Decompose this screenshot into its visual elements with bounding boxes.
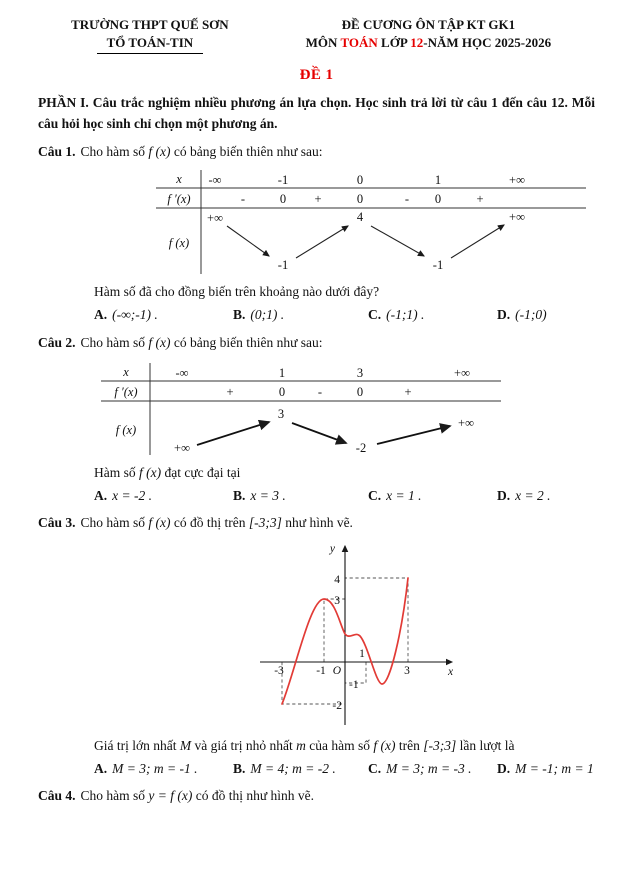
q1-intro-text: Cho hàm số: [80, 144, 149, 160]
bbt2-fp-cell: +: [226, 384, 234, 399]
option-label: A.: [94, 761, 108, 777]
option-text: x = 3 .: [250, 487, 286, 503]
question-2: [38, 333, 595, 506]
question-4: [38, 786, 595, 807]
q1-intro-text2: có bảng biến thiên như sau:: [170, 144, 323, 160]
option-label: A.: [94, 487, 108, 503]
question-1: [38, 142, 595, 325]
option-text: M = 3; m = -1 .: [112, 761, 198, 777]
bbt1-arrow-down: [227, 226, 269, 256]
q3-question-math: [-3;3]: [423, 737, 457, 753]
bbt1-f-value: +∞: [509, 210, 525, 225]
q3-option-b[interactable]: [233, 759, 368, 779]
option-text: x = -2 .: [112, 487, 152, 503]
q1-question: Hàm số đã cho đồng biến trên khoảng nào dưới đây?: [94, 284, 380, 300]
q2-intro-text: Cho hàm số: [80, 334, 149, 350]
x-axis-label: x: [448, 665, 454, 678]
option-text: (-1;0): [515, 307, 547, 323]
bbt1-fp-label: f ′(x): [167, 192, 191, 207]
bbt1-f-value: 4: [356, 210, 364, 225]
subject-prefix: MÔN: [305, 35, 341, 51]
question-3: [38, 513, 595, 779]
bbt1-f-value: -1: [432, 258, 444, 273]
q3-question-text: lần lượt là: [456, 737, 515, 753]
bbt1-arrow-up: [296, 226, 348, 258]
q2-question-text2: đạt cực đại tại: [161, 464, 241, 480]
subject-mid: LỚP: [377, 35, 411, 51]
bbt1-x-cell: 0: [356, 173, 364, 188]
q3-question-text: của hàm số: [305, 737, 374, 753]
q4-intro-text2: có đồ thị như hình vẽ.: [192, 788, 315, 804]
bbt2-fp-cell: 0: [356, 384, 364, 399]
tick-x-1: 1: [359, 647, 365, 660]
bbt2-f-value: -2: [355, 440, 367, 455]
q1-bbt-svg: [155, 169, 587, 275]
q2-option-d[interactable]: [497, 486, 595, 506]
grade-number: 12: [410, 35, 424, 51]
department-line: [38, 34, 262, 54]
exam-title: ĐỀ CƯƠNG ÔN TẬP KT GK1: [341, 17, 516, 32]
option-text: (-1;1) .: [386, 307, 425, 323]
bbt1-fp-cell: +: [476, 192, 484, 207]
bbt2-f-value: 3: [277, 406, 285, 421]
bbt2-f-label: f (x): [115, 422, 137, 437]
school-block: [38, 16, 262, 54]
bbt2-x-cell: -∞: [175, 365, 189, 380]
bbt1-fp-cell: -: [404, 192, 410, 207]
option-label: D.: [497, 307, 511, 323]
q1-intro-line: [38, 142, 595, 163]
tick-x-3: 3: [404, 664, 410, 677]
bbt2-arrow-up: [197, 422, 269, 445]
q2-question: [94, 463, 595, 483]
q3-intro-text3: như hình vẽ.: [281, 515, 353, 531]
bbt1-fp-cell: 0: [434, 192, 442, 207]
q3-intro-text: Cho hàm số: [80, 515, 149, 531]
bbt2-x-cell: 3: [356, 365, 364, 380]
option-text: x = 2 .: [515, 487, 551, 503]
q3-function-graph: [250, 537, 595, 733]
option-label: B.: [233, 761, 246, 777]
option-label: C.: [368, 761, 382, 777]
bbt2-fp-cell: 0: [278, 384, 286, 399]
bbt1-f-label: f (x): [168, 236, 190, 251]
bbt1-f-value: -1: [277, 258, 289, 273]
bbt1-x-label: x: [176, 172, 182, 187]
q1-intro-math: f (x): [148, 144, 171, 160]
q2-label: Câu 2.: [38, 334, 76, 350]
q2-intro-math: f (x): [148, 334, 171, 350]
tick-y-m1: -1: [349, 678, 359, 691]
bbt1-fp-cell: 0: [279, 192, 287, 207]
bbt1-x-cell: 1: [434, 173, 442, 188]
q2-options: [94, 486, 595, 506]
y-axis-label: y: [329, 542, 335, 555]
tick-y-3: 3: [334, 594, 340, 607]
q2-option-b[interactable]: [233, 486, 368, 506]
option-text: (-∞;-1) .: [112, 307, 158, 323]
q2-bbt-svg: [100, 362, 502, 456]
bbt2-arrow-down: [292, 423, 346, 443]
option-text: x = 1 .: [386, 487, 422, 503]
q1-options: [94, 305, 595, 325]
department-name: TỔ TOÁN-TIN: [97, 34, 204, 54]
bbt2-arrow-up: [377, 426, 450, 444]
option-label: D.: [497, 487, 511, 503]
exam-header: [38, 16, 595, 54]
paper-number: ĐỀ 1: [299, 67, 334, 84]
q1-option-c[interactable]: [368, 305, 497, 325]
option-label: C.: [368, 307, 382, 323]
bbt2-fp-cell: +: [404, 384, 412, 399]
q3-question-math: f (x): [373, 737, 396, 753]
subject-name: TOÁN: [340, 35, 378, 51]
bbt1-x-cell: -1: [277, 173, 289, 188]
q3-option-c[interactable]: [368, 759, 497, 779]
q3-question-math: m: [296, 737, 306, 753]
bbt1-fp-cell: 0: [356, 192, 364, 207]
option-label: B.: [233, 307, 246, 323]
q3-options: [94, 759, 595, 779]
tick-y-4: 4: [334, 573, 340, 586]
q2-intro-text2: có bảng biến thiên như sau:: [170, 334, 323, 350]
subject-suffix: -NĂM HỌC 2025-2026: [423, 35, 552, 51]
bbt2-fp-cell: -: [317, 384, 323, 399]
option-text: (0;1) .: [250, 307, 285, 323]
part1-heading: PHẦN I. Câu trắc nghiệm nhiều phương án lựa chọn. Học sinh trả lời từ câu 1 đến câu 12. Mỗi câu hỏi học sinh chỉ chọn một phương án.: [38, 95, 595, 132]
option-label: B.: [233, 487, 246, 503]
q2-option-c[interactable]: [368, 486, 497, 506]
exam-subtitle: [262, 34, 595, 52]
option-text: M = 4; m = -2 .: [250, 761, 336, 777]
q3-graph-svg: [250, 537, 462, 729]
guide-max-global: [345, 578, 408, 662]
bbt2-f-value: +∞: [458, 415, 474, 430]
q2-question-math: f (x): [139, 464, 162, 480]
q3-question: [94, 736, 595, 756]
q4-label: Câu 4.: [38, 788, 76, 804]
origin-label: O: [332, 664, 341, 677]
q2-variation-table: [100, 362, 595, 460]
q1-option-a[interactable]: [94, 305, 233, 325]
q2-option-a[interactable]: [94, 486, 233, 506]
bbt1-fp-cell: -: [240, 192, 246, 207]
q4-intro-text: Cho hàm số: [80, 788, 149, 804]
q3-question-text: Giá trị lớn nhất: [94, 737, 180, 753]
bbt1-x-cell: +∞: [509, 173, 525, 188]
exam-info-block: [262, 16, 595, 54]
tick-y-m2: -2: [332, 699, 342, 712]
bbt2-f-value: +∞: [174, 440, 190, 455]
q3-intro-line: [38, 513, 595, 534]
bbt2-fp-label: f ′(x): [114, 384, 138, 399]
bbt2-x-label: x: [123, 364, 129, 379]
q3-question-text: và giá trị nhỏ nhất: [191, 737, 297, 753]
option-text: M = -1; m = 1: [515, 761, 594, 777]
school-name: TRƯỜNG THPT QUẾ SƠN: [71, 17, 229, 32]
q3-intro-math: f (x): [148, 515, 171, 531]
bbt2-x-cell: +∞: [454, 365, 470, 380]
option-label: D.: [497, 761, 511, 777]
bbt1-f-value: +∞: [207, 211, 223, 226]
q4-intro-line: [38, 786, 595, 807]
bbt1-arrow-down: [371, 226, 424, 256]
q3-question-math: M: [179, 737, 192, 753]
tick-x-m3: -3: [274, 664, 284, 677]
q3-intro-text2: có đồ thị trên: [170, 515, 249, 531]
q2-intro-line: [38, 333, 595, 354]
bbt2-x-cell: 1: [278, 365, 286, 380]
bbt1-arrow-up: [451, 225, 504, 258]
q1-option-d[interactable]: [497, 305, 595, 325]
bbt1-fp-cell: +: [314, 192, 322, 207]
q1-label: Câu 1.: [38, 144, 76, 160]
q3-label: Câu 3.: [38, 515, 76, 531]
q2-question-text: Hàm số: [94, 464, 139, 480]
q1-option-b[interactable]: [233, 305, 368, 325]
q4-intro-math: y = f (x): [148, 788, 193, 804]
q1-variation-table: [155, 169, 595, 279]
option-text: M = 3; m = -3 .: [386, 761, 472, 777]
tick-x-m1: -1: [316, 664, 326, 677]
option-label: A.: [94, 307, 108, 323]
q3-option-d[interactable]: [497, 759, 595, 779]
q3-intro-math2: [-3;3]: [248, 515, 282, 531]
q3-option-a[interactable]: [94, 759, 233, 779]
bbt1-x-cell: -∞: [208, 173, 222, 188]
option-label: C.: [368, 487, 382, 503]
q3-question-text: trên: [395, 737, 424, 753]
